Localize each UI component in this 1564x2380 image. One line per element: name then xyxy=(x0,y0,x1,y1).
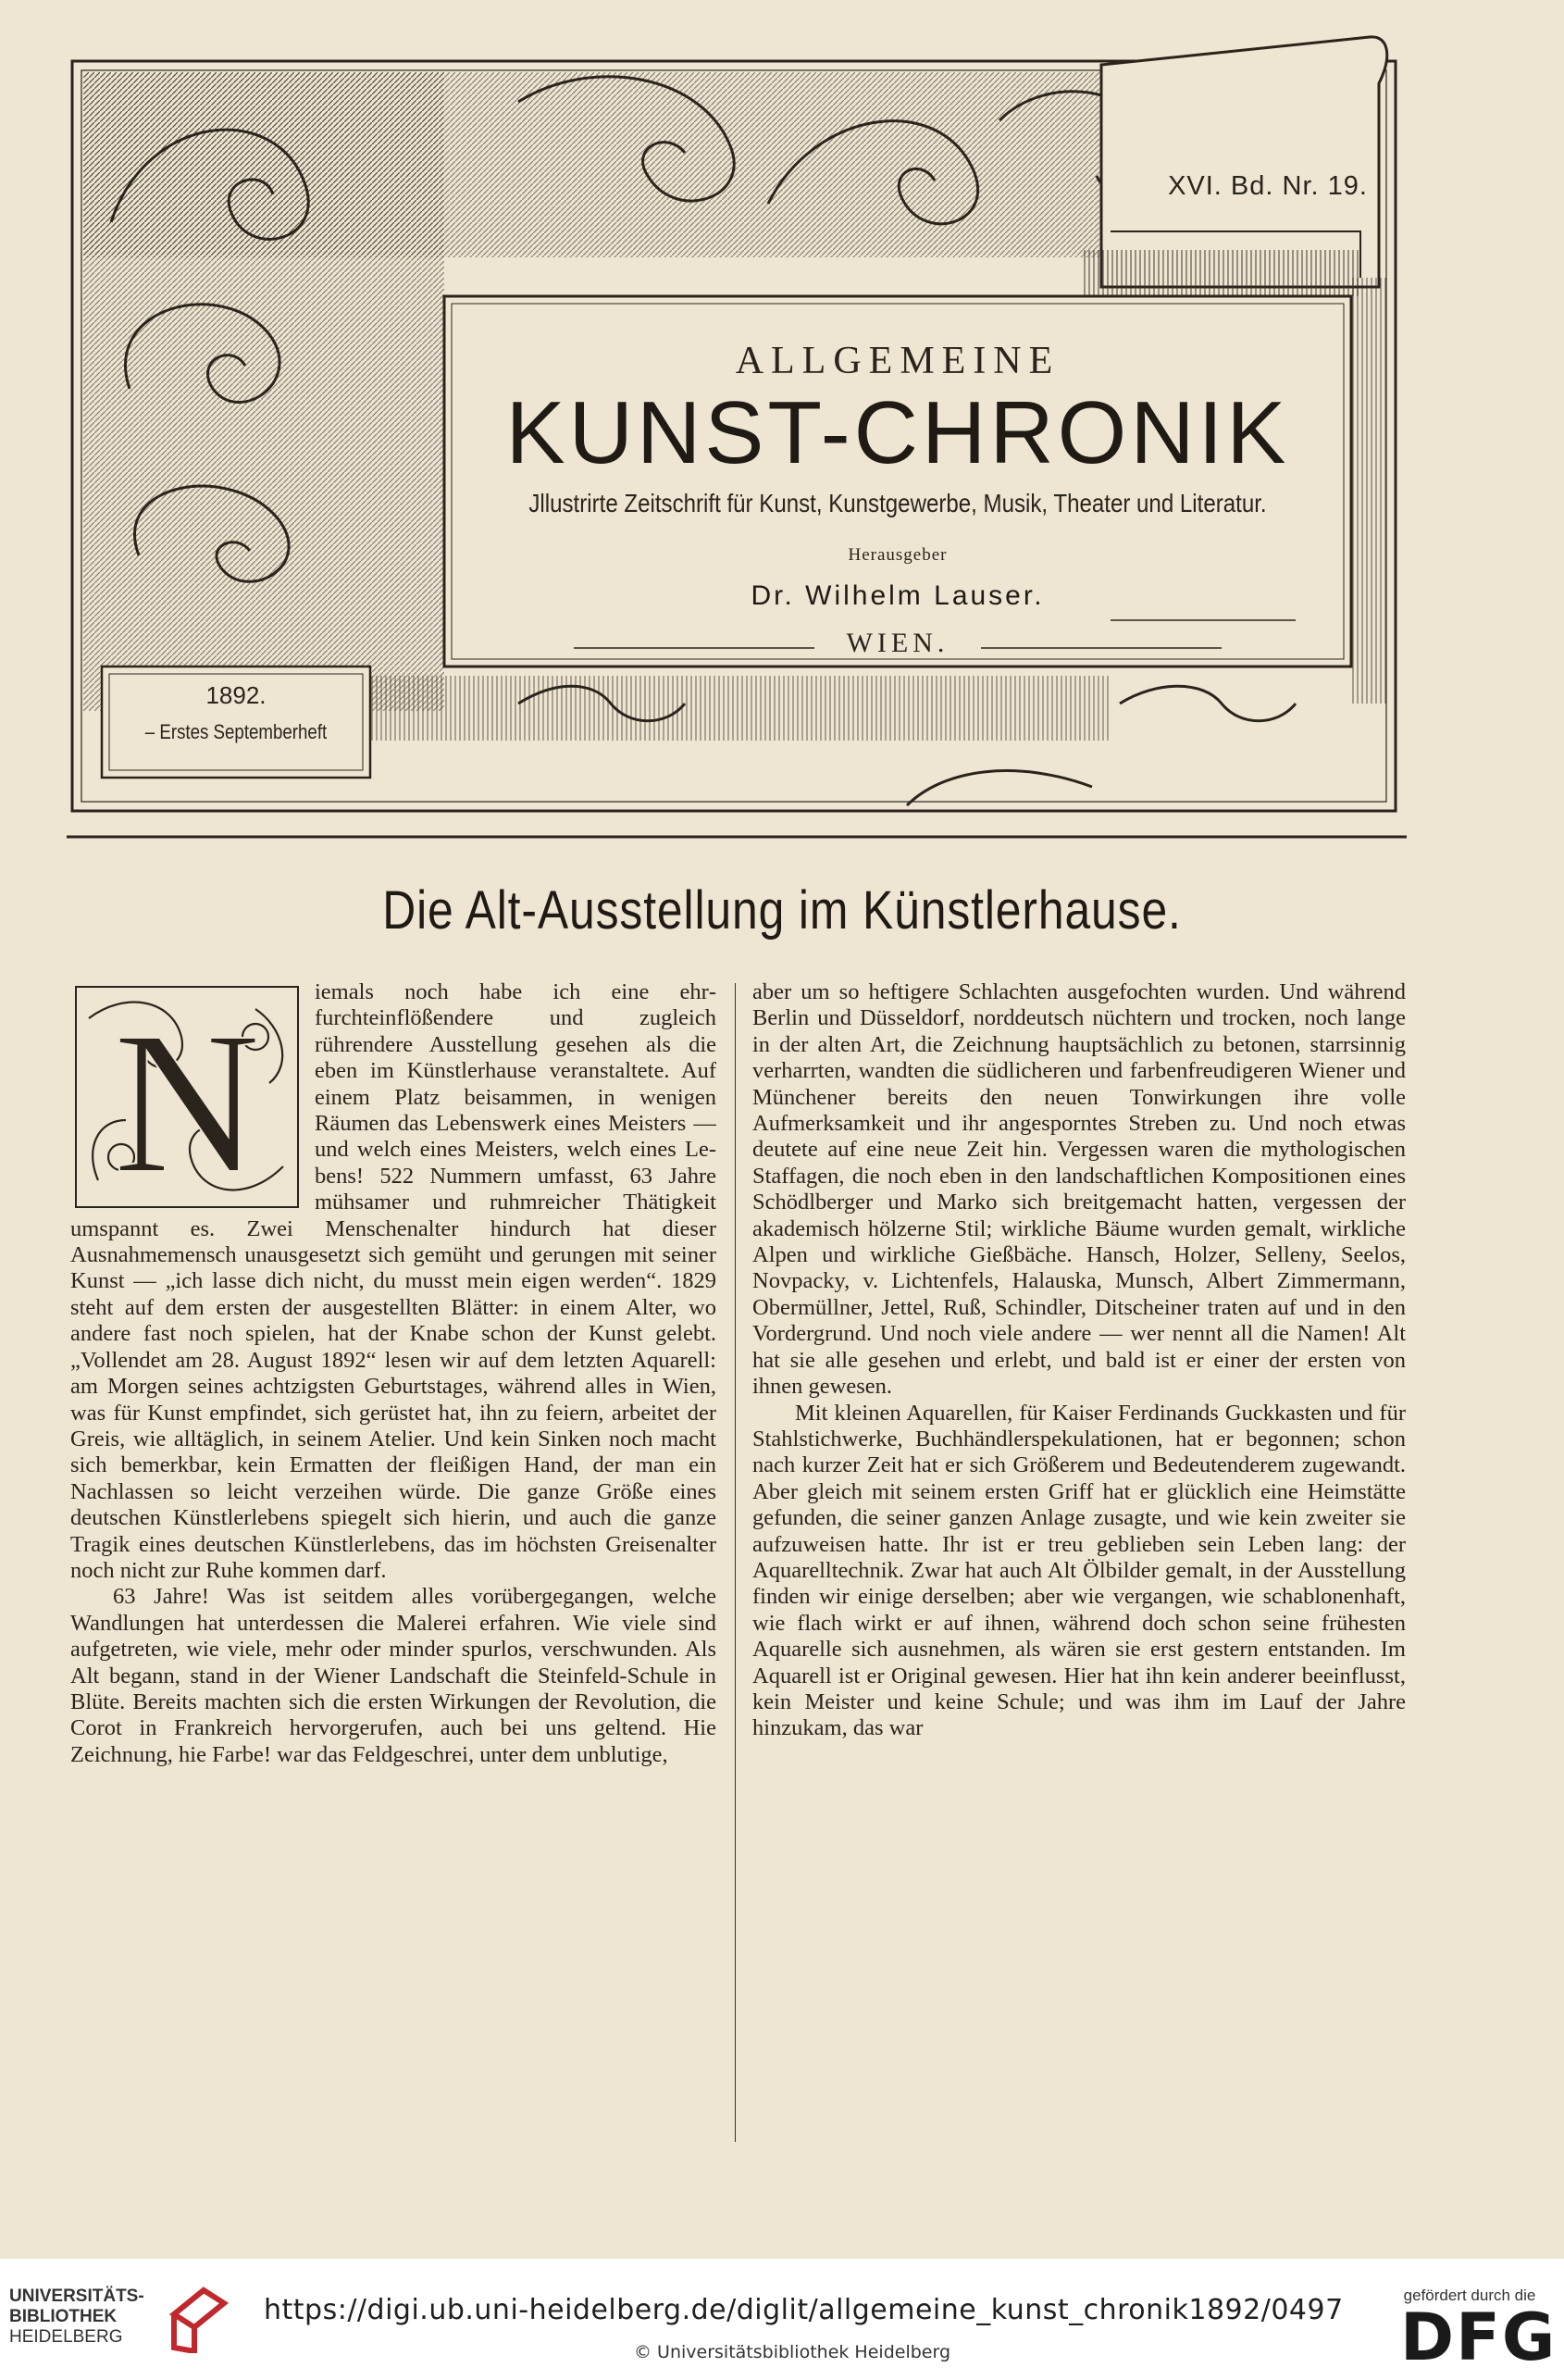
issue-number: XVI. Bd. Nr. 19. xyxy=(1168,171,1368,201)
editor-name: Dr. Wilhelm Lauser. xyxy=(751,580,1045,611)
masthead xyxy=(0,0,1564,870)
ub-heidelberg-logo[interactable] xyxy=(9,2287,259,2361)
copyright-notice: © Universitätsbibliothek Heidelberg xyxy=(634,2342,951,2362)
publication-city: WIEN. xyxy=(846,628,950,658)
funder-label: gefördert durch die xyxy=(1403,2287,1536,2304)
issue-year: 1892. xyxy=(205,681,267,709)
editor-label: Herausgeber xyxy=(848,545,948,565)
article-title: Die Alt-Ausstellung im Künstlerhause. xyxy=(382,880,1182,941)
library-name-line2: BIBLIOTHEK xyxy=(9,2307,118,2326)
journal-overtitle: ALLGEMEINE xyxy=(735,340,1061,382)
paragraph: 63 Jahre! Was ist seitdem alles vorübergegangen, welche Wandlungen hat unterdessen die Malerei erfahren. Wie viele sind aufgetreten, wie viele, mehr oder minder spurlos, verschwunden. Als Alt begann, stand in der Wiener Landschaft die Steinfeld-Schule in Blüte. Bereits machten sich die ersten Wirkungen der Revolution, die Corot in Frankreich hervorgerufen, auch bei uns geltend. Hie Zeichnung, hie Farbe! war das Feldgeschrei, unter dem unblutige, xyxy=(70,1584,716,1767)
library-name xyxy=(9,2287,144,2348)
library-name-line3: HEIDELBERG xyxy=(9,2327,123,2347)
paragraph: aber um so heftigere Schlachten ausgefochten wurden. Und während Berlin und Düsseldorf, norddeutsch nüchtern und trocken, noch lange in der alten Art, die Zeichnung hauptsächlich zu betonen, starrsinnig verharrten, wandten die südlicheren und farbenfreudigeren Wiener und Münchener bereits den neuen Tonwirkungen ihre volle Aufmerksamkeit und ihr angesporntes Streben zu. Und noch etwas deutete auf eine neue Zeit hin. Vergessen waren die mythologischen Staffagen, die noch eben in den landschaftlichen Kompositionen eines Schödlberger und Marko sich breitgemacht hatten, vergessen der akademisch hölzerne Stil; wirkliche Bäume wurden gemalt, wirkliche Alpen und wirkliche Gießbäche. Hansch, Holzer, Selleny, Seelos, Novpacky, v. Lichtenfels, Halauska, Munsch, Albert Zimmermann, Obermüllner, Jettel, Ruß, Schindler, Ditscheiner traten auf und in den Vordergrund. Und noch viele andere — wer nennt all die Namen! Alt hat sie alle gesehen und erlebt, und bald ist er einer der ersten von ihnen gewesen. xyxy=(752,979,1406,1400)
paragraph: iemals noch habe ich eine ehrfurchteinflößendere und zugleich rührendere Ausstellung gesehen als die eben im Künstlerhause veranstaltete. Auf einem Platz beisammen, in wenigen Räumen das Lebenswerk eines Meisters — und welch eines Meisters, welch eines Lebens! 522 Nummern umfasst, 63 Jahre mühsamer und ruhmreicher Thätigkeit umspannt es. Zwei Menschenalter hindurch hat dieser Ausnahmemensch unausgesetzt sich gemüht und gerungen mit seiner Kunst — „ich lasse dich nicht, du musst mein eigen werden“. 1829 steht auf dem ersten der ausgestellten Blätter: in einem Alter, wo andere fast noch spielen, hat der Knabe schon der Kunst gelebt. „Vollendet am 28. August 1892“ lesen wir auf dem letzten Aquarell: am Morgen seines achtzigsten Geburtstages, während alles in Wien, was für Kunst empfindet, sich gerüstet hat, ihn zu feiern, arbeitet der Greis, wie alltäglich, in seinem Atelier. Und kein Sinken noch macht sich bemerkbar, kein Ermatten der fleißigen Hand, der man ein Nachlassen so leicht verzeihen würde. Die ganze Größe eines deutschen Künstlerlebens spiegelt sich hierin, und auch die ganze Tragik eines deutschen Künstlerlebens, das im höchsten Greisenalter noch nicht zur Ruhe kommen darf. xyxy=(70,979,716,1583)
article-column-right xyxy=(752,979,1406,2141)
library-footer xyxy=(0,2259,1564,2380)
article-column-left xyxy=(70,979,716,2141)
dropcap-letter: N xyxy=(113,990,261,1213)
journal-title: KUNST-CHRONIK xyxy=(505,383,1290,482)
library-name-line1: UNIVERSITÄTS- xyxy=(9,2287,144,2306)
paragraph: Mit kleinen Aquarellen, für Kaiser Ferdinands Guckkasten und für Stahlstichwerke, Buchhändlerspekulationen, hat er begonnen; schon nach kurzer Zeit hat er sich Größerem und Bedeutenderem zugewandt. Aber gleich mit seinem ersten Griff hat er glücklich eine Heimstätte gefunden, die seiner ganzen Anlage zusagte, und wie kein zweiter sie aufzuweisen hatte. Ihr ist er treu geblieben sein Leben lang: der Aquarelltechnik. Zwar hat auch Alt Ölbilder gemalt, in der Ausstellung finden wir einige derselben; aber wie vergangen, wie schablonenhaft, wie flach wirkt er auf ihnen, während doch schon seine frühesten Aquarelle sich ausnehmen, als wären sie erst gestern entstanden. Im Aquarell ist er Original gewesen. Hier hat ihn kein anderer beeinflusst, kein Meister und keine Schule; und was ihm im Lauf der Jahre hinzukam, das war xyxy=(752,1400,1406,1741)
dfg-logo[interactable]: DFG xyxy=(1400,2299,1558,2375)
library-mark-icon xyxy=(167,2287,231,2353)
ornamental-initial-n xyxy=(70,981,304,1213)
column-divider xyxy=(735,983,736,2142)
journal-subtitle: Jllustrirte Zeitschrift für Kunst, Kunstgewerbe, Musik, Theater und Literatur. xyxy=(528,489,1267,517)
issue-name: – Erstes Septemberheft xyxy=(144,720,328,743)
permalink-url[interactable]: https://digi.ub.uni-heidelberg.de/diglit/allgemeine_kunst_chronik1892/0497 xyxy=(264,2294,1344,2326)
